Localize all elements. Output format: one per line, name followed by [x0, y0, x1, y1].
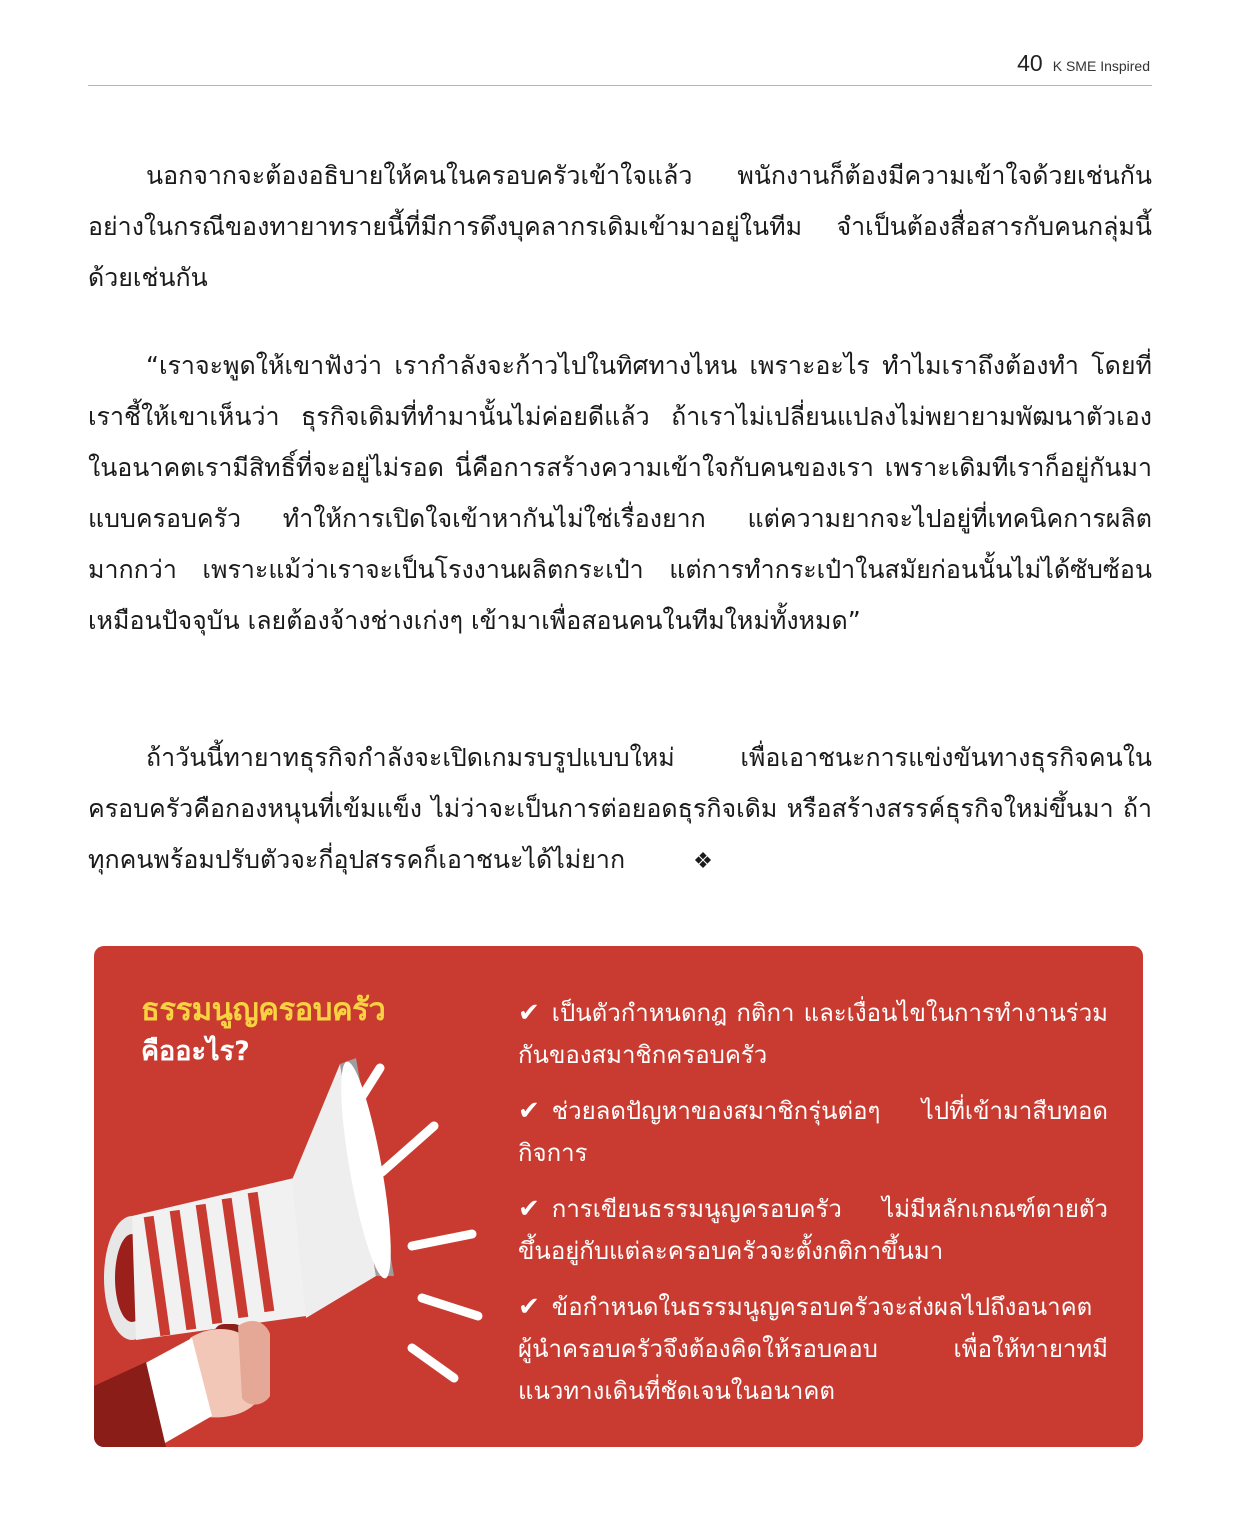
- publication-name: K SME Inspired: [1052, 58, 1150, 74]
- checklist-item-text: การเขียนธรรมนูญครอบครัว ไม่มีหลักเกณฑ์ตายตัว ขึ้นอยู่กับแต่ละครอบครัวจะตั้งกติกาขึ้นมา: [518, 1195, 1108, 1265]
- check-icon: ✔: [518, 1096, 540, 1126]
- checklist-item: [518, 1188, 1108, 1272]
- closing-paragraph-text: ถ้าวันนี้ทายาทธุรกิจกำลังจะเปิดเกมรบรูปแบบใหม่ เพื่อเอาชนะการแข่งขันทางธุรกิจคนในครอบครัวคือกองหนุนที่เข้มแข็ง ไม่ว่าจะเป็นการต่อยอดธุรกิจเดิม หรือสร้างสรรค์ธุรกิจใหม่ขึ้นมา ถ้าทุกคนพร้อมปรับตัวจะกี่อุปสรรคก็เอาชนะได้ไม่ยาก: [88, 743, 1152, 874]
- checklist-item-text: ข้อกำหนดในธรรมนูญครอบครัวจะส่งผลไปถึงอนาคต ผู้นำครอบครัวจึงต้องคิดให้รอบคอบ เพื่อให้ทายาทมีแนวทางเดินที่ชัดเจนในอนาคต: [518, 1293, 1108, 1405]
- page-header: [88, 50, 1152, 86]
- checklist-item: [518, 1286, 1108, 1412]
- family-constitution-box: [94, 946, 1143, 1447]
- box-subtitle: คืออะไร?: [141, 1036, 250, 1067]
- checklist-item-text: ช่วยลดปัญหาของสมาชิกรุ่นต่อๆ ไปที่เข้ามาสืบทอดกิจการ: [518, 1097, 1108, 1167]
- check-icon: ✔: [518, 998, 540, 1028]
- checklist-item: [518, 992, 1108, 1076]
- box-title: ธรรมนูญครอบครัว: [141, 992, 386, 1028]
- closing-paragraph: [88, 732, 1152, 887]
- end-mark-icon: ❖: [693, 849, 713, 874]
- page-number: 40: [1017, 50, 1043, 76]
- checklist-item-text: เป็นตัวกำหนดกฎ กติกา และเงื่อนไขในการทำงานร่วมกันของสมาชิกครอบครัว: [518, 999, 1108, 1069]
- check-icon: ✔: [518, 1194, 540, 1224]
- checklist: [518, 992, 1108, 1426]
- megaphone-icon: [94, 946, 514, 1447]
- quote-paragraph: “เราจะพูดให้เขาฟังว่า เรากำลังจะก้าวไปในทิศทางไหน เพราะอะไร ทำไมเราถึงต้องทำ โดยที่เราชี้ให้เขาเห็นว่า ธุรกิจเดิมที่ทำมานั้นไม่ค่อยดีแล้ว ถ้าเราไม่เปลี่ยนแปลงไม่พยายามพัฒนาตัวเอง ในอนาคตเรามีสิทธิ์ที่จะอยู่ไม่รอด นี่คือการสร้างความเข้าใจกับคนของเรา เพราะเดิมทีเราก็อยู่กันมาแบบครอบครัว ทำให้การเปิดใจเข้าหากันไม่ใช่เรื่องยาก แต่ความยากจะไปอยู่ที่เทคนิคการผลิตมากกว่า เพราะแม้ว่าเราจะเป็นโรงงานผลิตกระเป๋า แต่การทำกระเป๋าในสมัยก่อนนั้นไม่ได้ซับซ้อนเหมือนปัจจุบัน เลยต้องจ้างช่างเก่งๆ เข้ามาเพื่อสอนคนในทีมใหม่ทั้งหมด”: [88, 351, 1152, 635]
- checklist-item: [518, 1090, 1108, 1174]
- check-icon: ✔: [518, 1292, 540, 1322]
- body-paragraph: นอกจากจะต้องอธิบายให้คนในครอบครัวเข้าใจแล้ว พนักงานก็ต้องมีความเข้าใจด้วยเช่นกัน อย่างในกรณีของทายาทรายนี้ที่มีการดึงบุคลากรเดิมเข้ามาอยู่ในทีม จำเป็นต้องสื่อสารกับคนกลุ่มนี้ด้วยเช่นกัน: [88, 161, 1152, 292]
